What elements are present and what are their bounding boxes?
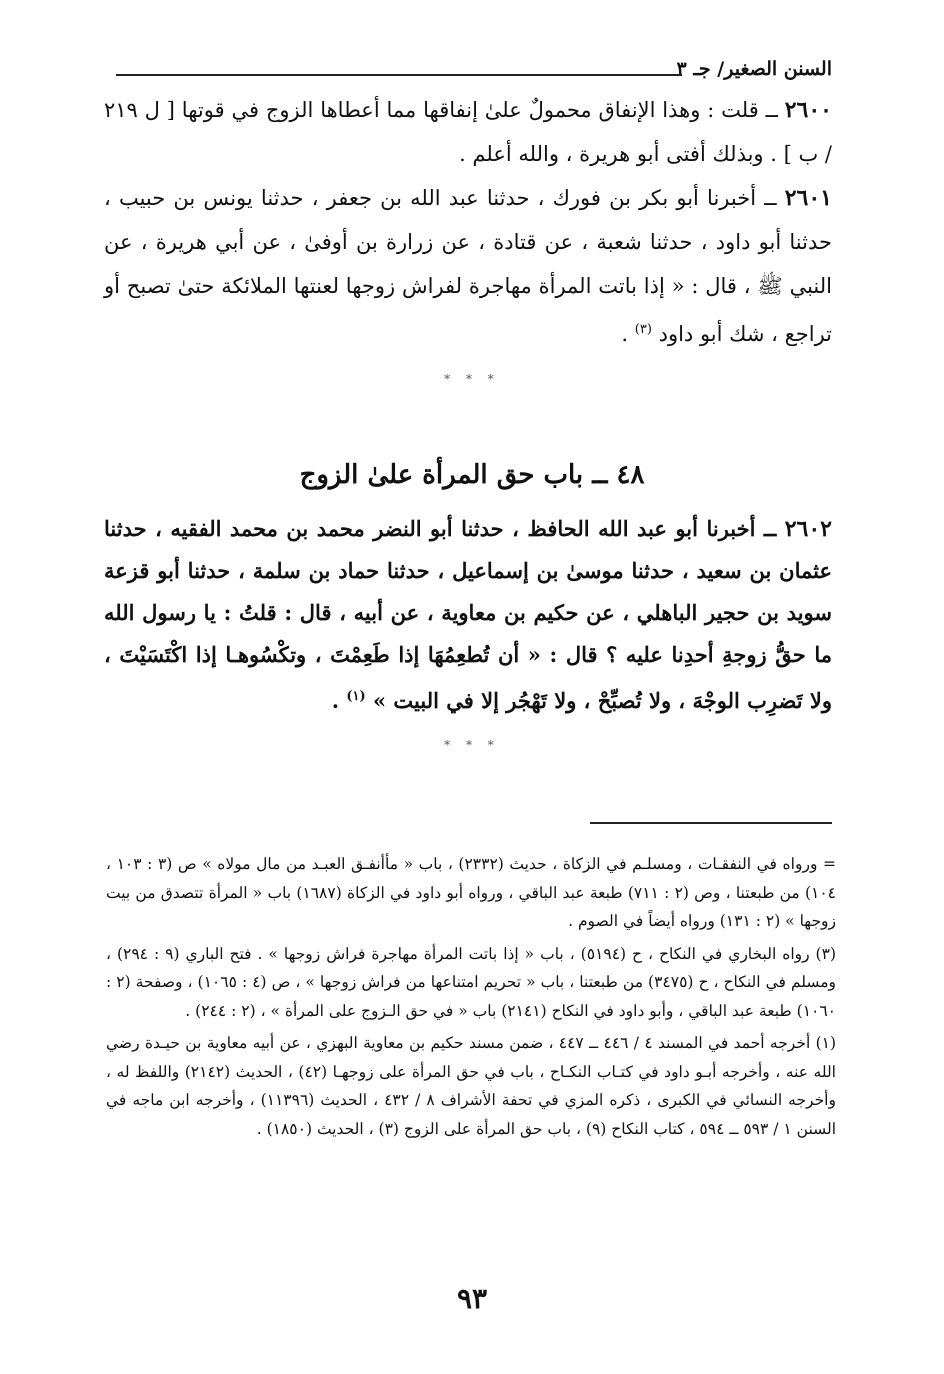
hadith-text: ــ أخبرنا أبو بكر بن فورك ، حدثنا عبد الله بن جعفر ، حدثنا يونس بن حبيب ، حدثنا أبو داود ، حدثنا شعبة ، عن قتادة ، عن زرارة بن أوفىٰ ، عن أبي هريرة ، عن النبي ﷺ ، قال : « إذا باتت المرأة مهاجرة لفراش زوجها لعنتها الملائكة حتىٰ تصبح أو تراجع ، شك أبو داود [104, 186, 832, 346]
footnote-3: (٣) رواه البخاري في النكاح ، ح (٥١٩٤) ، باب « إذا باتت المرأة مهاجرة فراش زوجها » . فتح الباري (٩ : ٢٩٤) ، ومسلم في النكاح ، ح (٣٤٧٥) من طبعتنا ، باب « تحريم امتناعها من فراش زوجها » ، ص (٤ : ١٠٦٥) ، وصفحة (٢ : ١٠٦٠) طبعة عبد الباقي ، وأبو داود في النكاح (٢١٤١) باب « في حق الـزوج على المرأة » ، (٢ : ٢٤٤) . [106, 944, 837, 1020]
hadith-number: ٢٦٠١ [784, 185, 832, 211]
hadith-text: ــ قلت : وهذا الإنفاق محمولٌ علىٰ إنفاقها مما أعطاها الزوج في قوتها [ ل ٢١٩ / ب ] . وبذلك أفتى أبو هريرة ، والله أعلم . [104, 98, 832, 166]
hadith-text: ــ أخبرنا أبو عبد الله الحافظ ، حدثنا أبو النضر محمد بن محمد الفقيه ، حدثنا عثمان بن سعيد ، حدثنا موسىٰ بن إسماعيل ، حدثنا حماد بن سلمة ، حدثنا أبو قزعة سويد بن حجير الباهلي ، عن حكيم بن معاوية ، عن أبيه ، قال : قلتُ : يا رسول الله ما حقُّ زوجةِ أحدِنا عليه ؟ قال : « أن تُطعِمُهَا إذا طَعِمْتَ ، وتكْسُوهـا إذا اكْتَسَيْتَ ، ولا تَضرِب الوجْهَ ، ولا تُصبِّحْ ، ولا تَهْجُر إلا في البيت » [104, 516, 832, 713]
hadith-end: . [621, 322, 635, 346]
footnote-ref: (٣) [634, 322, 652, 337]
hadith-2602 [104, 508, 832, 722]
running-head-rule [116, 74, 682, 76]
page-number: ٩٣ [456, 1282, 488, 1315]
footnotes [106, 850, 836, 1147]
hadith-2601 [104, 176, 832, 356]
hadith-number: ٢٦٠٠ [784, 97, 832, 123]
section-separator: * * * [444, 738, 500, 752]
hadith-end: . [331, 688, 347, 713]
chapter-title: ٤٨ ــ باب حق المرأة علىٰ الزوج [299, 460, 645, 490]
hadith-number: ٢٦٠٢ [784, 516, 832, 542]
footnote-continued: = ورواه في النفقـات ، ومسلـم في الزكاة ، حديث (٢٣٣٢) ، باب « مأأنفـق العبـد من مال مولاه » ص (٣ : ١٠٣ ، ١٠٤) من طبعتنا ، وص (٢ : ٧١١) طبعة عبد الباقي ، ورواه أبو داود في الزكاة (١٦٨٧) باب « المرأة تتصدق من بيت زوجها » (٢ : ١٣١) ورواه أيضاً في الصوم . [106, 855, 836, 930]
running-head-title: السنن الصغير/ جـ ٣ [676, 58, 832, 80]
footnote-1: (١) أخرجه أحمد في المسند ٤ / ٤٤٦ ــ ٤٤٧ ، ضمن مسند حكيم بن معاوية البهزي ، عن أبيه معاوية بن حيـدة رضي الله عنه ، وأخرجه أبـو داود في كتـاب النكـاح ، باب في حق المرأة على زوجهـا (٤٢) ، الحديث (٢١٤٢) واللفظ له ، وأخرجه النسائي في الكبرى ، ذكره المزي في تحفة الأشراف ٨ / ٤٣٢ ، الحديث (١١٣٩٦) ، وأخرجه ابن ماجه في السنن ١ / ٥٩٣ ــ ٥٩٤ ، كتاب النكاح (٩) ، باب حق المرأة على الزوج (٣) ، الحديث (١٨٥٠) . [106, 1034, 837, 1138]
section-separator: * * * [444, 372, 500, 386]
running-head [116, 58, 832, 88]
footnote-rule [590, 822, 832, 824]
hadith-2600 [104, 88, 832, 176]
footnote-ref: (١) [346, 689, 366, 704]
